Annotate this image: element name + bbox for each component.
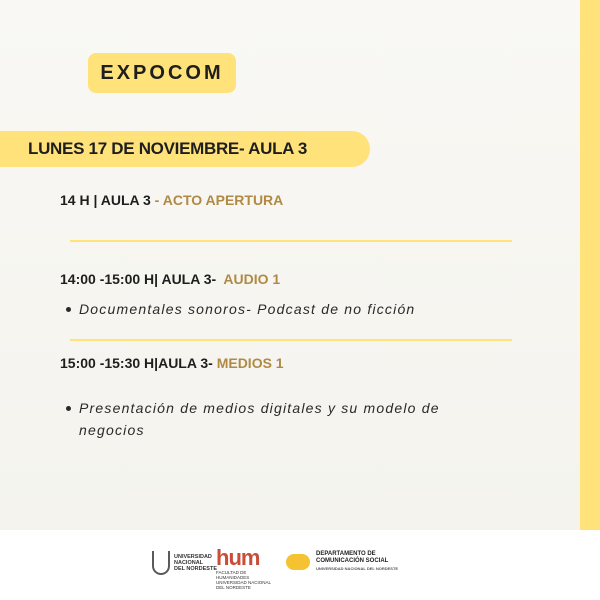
schedule-time: 15:00 -15:30 H|AULA 3-: [60, 355, 213, 371]
schedule-sep: -: [150, 192, 163, 208]
bullet-item: [66, 397, 486, 441]
right-accent-stripe: [580, 0, 600, 530]
bullet-dot-icon: [66, 406, 71, 411]
unne-line-1: UNIVERSIDAD: [174, 554, 212, 560]
comunicacion-social-logo: [286, 551, 398, 572]
schedule-item-3: [60, 355, 284, 371]
schedule-time: 14 H | AULA 3: [60, 192, 151, 208]
dcs-line-3: UNIVERSIDAD NACIONAL DEL NORDESTE: [316, 566, 399, 571]
divider: [70, 339, 512, 341]
dcs-line-2: COMUNICACIÓN SOCIAL: [316, 558, 389, 564]
divider: [70, 240, 512, 242]
hum-logo: [216, 545, 272, 590]
hum-subtitle: FACULTAD DE HUMANIDADES: [216, 570, 250, 580]
schedule-item-1: [60, 192, 283, 208]
unne-logo: [152, 548, 217, 578]
speech-bubble-icon: [286, 554, 310, 570]
bullet-text: Presentación de medios digitales y su modelo de negocios: [79, 400, 440, 438]
unne-line-2: NACIONAL: [174, 560, 204, 566]
schedule-title: MEDIOS 1: [216, 355, 284, 371]
schedule-title: ACTO APERTURA: [162, 192, 284, 208]
hum-subtitle-2: UNIVERSIDAD NACIONAL DEL NORDESTE: [216, 580, 271, 590]
bullet-item: [66, 298, 486, 320]
bullet-text: Documentales sonoros- Podcast de no ficción: [79, 301, 416, 317]
unne-line-3: DEL NORDESTE: [174, 566, 217, 572]
schedule-item-2: [60, 271, 280, 287]
hum-wordmark: hum: [216, 545, 260, 570]
dcs-line-1: DEPARTAMENTO DE: [316, 551, 376, 557]
unne-mark-icon: [152, 551, 170, 575]
schedule-time: 14:00 -15:00 H| AULA 3-: [60, 271, 217, 287]
schedule-title: AUDIO 1: [223, 271, 281, 287]
day-banner: LUNES 17 DE NOVIEMBRE- AULA 3: [0, 131, 370, 167]
bullet-dot-icon: [66, 307, 71, 312]
expocom-badge: EXPOCOM: [88, 53, 236, 93]
